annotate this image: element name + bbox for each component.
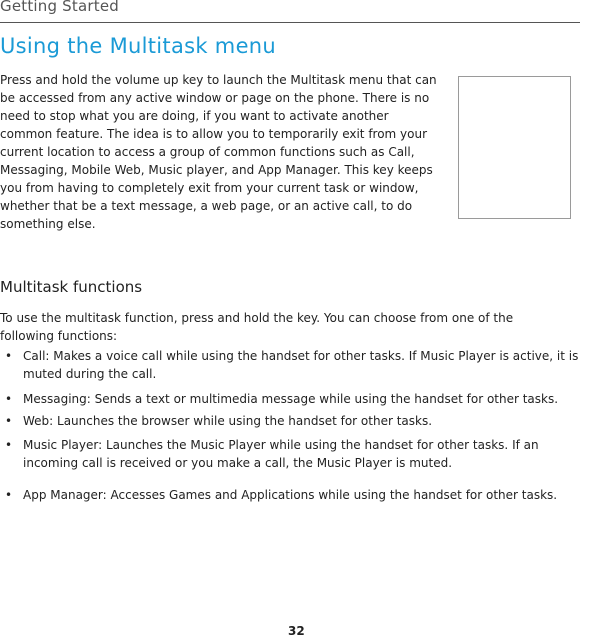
bullet-dot: •: [5, 414, 13, 428]
page-number: 32: [288, 624, 305, 638]
bullet-dot: •: [5, 488, 13, 502]
page-title: Using the Multitask menu: [0, 34, 277, 58]
intro-paragraph: Press and hold the volume up key to launch the Multitask menu that can be accessed from any active window or page on the phone. There is no need to stop what you are doing, if you want to activate another common feature. The idea is to allow you to temporarily exit from your current location to access a group of common functions such as Call, Messaging, Mobile Web, Music player, and App Manager. This key keeps you from having to completely exit from your current task or window, whether that be a text message, a web page, or an active call, to do something else.: [0, 73, 437, 231]
section-heading: Multitask functions: [0, 278, 143, 296]
bullet-dot: •: [5, 349, 13, 363]
section-intro-paragraph: To use the multitask function, press and hold the key. You can choose from one of the following functions:: [0, 311, 514, 343]
bullet-text: Call: Makes a voice call while using the handset for other tasks. If Music Player is active, it is muted during the call.: [23, 349, 579, 381]
section-label: Getting Started: [0, 0, 119, 15]
bullet-text: Music Player: Launches the Music Player while using the handset for other tasks. If an incoming call is received or you make a call, the Music Player is muted.: [23, 438, 539, 470]
bullet-text: Messaging: Sends a text or multimedia message while using the handset for other tasks.: [23, 392, 559, 406]
bullet-text: App Manager: Accesses Games and Applications while using the handset for other tasks.: [23, 488, 558, 502]
running-header: [0, 0, 580, 23]
bullet-dot: •: [5, 438, 13, 452]
screenshot-placeholder-image: [458, 76, 571, 219]
bullet-text: Web: Launches the browser while using the handset for other tasks.: [23, 414, 433, 428]
bullet-dot: •: [5, 392, 13, 406]
